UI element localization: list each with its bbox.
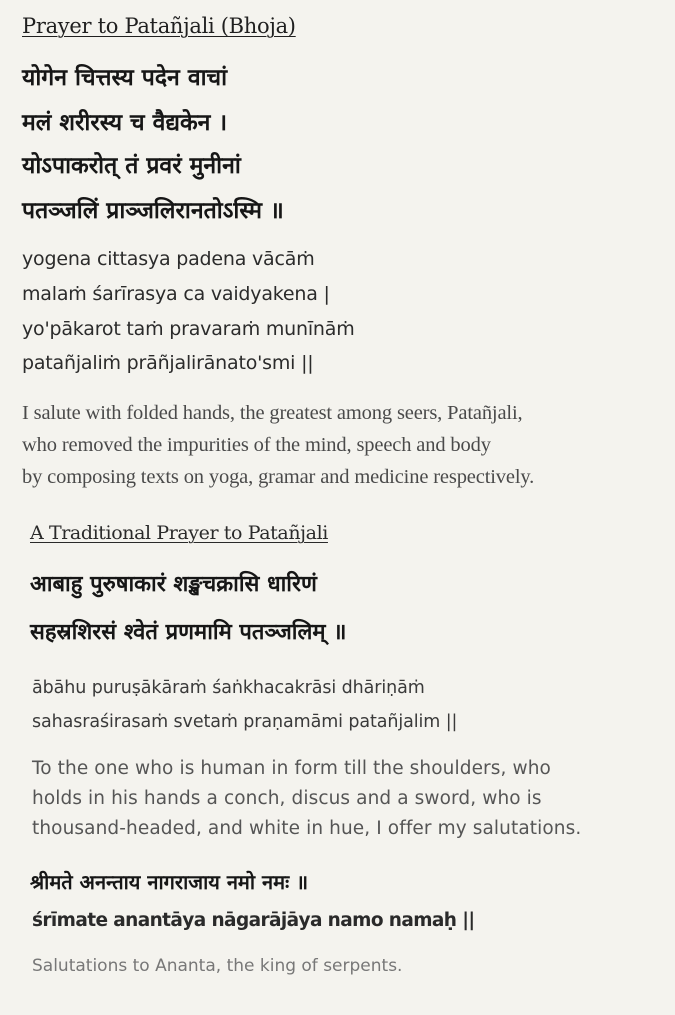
section-heading-traditional: A Traditional Prayer to Patañjali [30, 522, 328, 544]
devanagari-line: श्रीमते अनन्ताय नागराजाय नमो नमः ॥ [30, 870, 309, 894]
transliteration-line: malaṁ śarīrasya ca vaidyakena | [22, 283, 330, 305]
transliteration-line: ābāhu puruṣākāraṁ śaṅkhacakrāsi dhāriṇāṁ [32, 678, 425, 698]
devanagari-line: मलं शरीरस्य च वैद्यकेन । [22, 110, 228, 136]
devanagari-line: सहस्रशिरसं श्वेतं प्रणमामि पतञ्जलिम् ॥ [30, 620, 347, 645]
translation-line: who removed the impurities of the mind, speech and body [22, 434, 491, 456]
devanagari-line: आबाहु पुरुषाकारं शङ्खचक्रासि धारिणं [30, 572, 317, 597]
translation-line: holds in his hands a conch, discus and a sword, who is [32, 788, 542, 809]
transliteration-line: śrīmate anantāya nāgarājāya namo namaḥ || [32, 910, 475, 931]
section-heading-bhoja: Prayer to Patañjali (Bhoja) [22, 14, 296, 38]
transliteration-line: yogena cittasya padena vācāṁ [22, 248, 315, 270]
devanagari-line: पतञ्जलिं प्राञ्जलिरानतोऽस्मि ॥ [22, 198, 284, 224]
translation-line: by composing texts on yoga, gramar and medicine respectively. [22, 466, 535, 488]
translation-line: thousand-headed, and white in hue, I offer my salutations. [32, 818, 582, 839]
translation-line: Salutations to Ananta, the king of serpents. [32, 956, 403, 976]
devanagari-line: योऽपाकरोत् तं प्रवरं मुनीनां [22, 153, 241, 179]
translation-line: I salute with folded hands, the greatest among seers, Patañjali, [22, 402, 523, 424]
translation-line: To the one who is human in form till the shoulders, who [32, 758, 551, 779]
transliteration-line: patañjaliṁ prāñjalirānato'smi || [22, 352, 314, 374]
transliteration-line: sahasraśirasaṁ svetaṁ praṇamāmi patañjalim || [32, 712, 458, 732]
devanagari-line: योगेन चित्तस्य पदेन वाचां [22, 65, 228, 91]
transliteration-line: yo'pākarot taṁ pravaraṁ munīnāṁ [22, 318, 355, 340]
